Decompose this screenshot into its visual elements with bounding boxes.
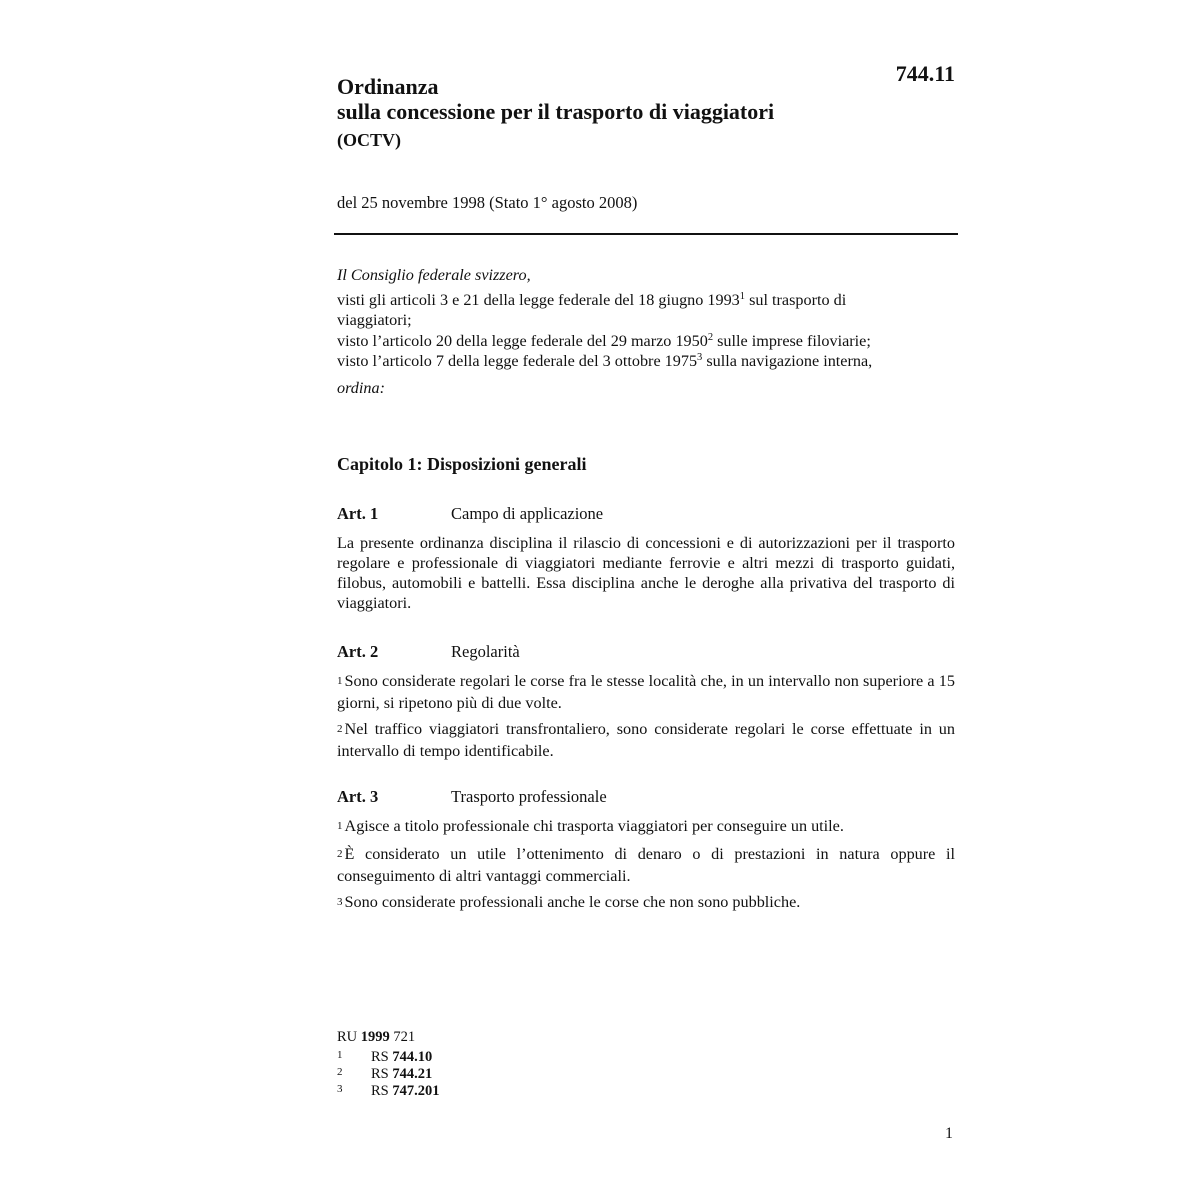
footnote-ref-1[interactable]: 1 — [739, 291, 746, 302]
footnote-link[interactable]: 747.201 — [392, 1083, 440, 1099]
article-title: Trasporto professionale — [451, 787, 607, 806]
footnote-link[interactable]: 744.21 — [392, 1066, 433, 1082]
paragraph-text: La presente ordinanza disciplina il rilascio di concessioni e di autorizzazioni per il trasporto regolare e professionale di viaggiatori mediante ferrovie e altri mezzi di trasporto guidati, filobus, automobili e battelli. Essa disciplina anche le deroghe alla privativa del trasporto di viaggiatori. — [337, 534, 955, 612]
article-2-heading — [337, 642, 520, 662]
article-1-paragraph — [337, 533, 955, 613]
footnote-link[interactable]: 744.10 — [392, 1049, 433, 1065]
footnote-number: 2 — [337, 1066, 343, 1078]
page-number: 1 — [945, 1125, 953, 1142]
date-status: del 25 novembre 1998 (Stato 1° agosto 2008) — [337, 193, 638, 212]
preamble-line-2-text-end: sulle imprese filoviarie; — [713, 332, 871, 350]
paragraph-text: È considerato un utile l’ottenimento di denaro o di prestazioni in natura oppure il conseguimento di altri vantaggi commerciali. — [337, 845, 955, 885]
footnote-ref-2[interactable]: 2 — [707, 332, 714, 343]
document-number: 744.11 — [895, 61, 955, 86]
footnote-number: 1 — [337, 1049, 343, 1061]
abbreviation: (OCTV) — [337, 130, 401, 150]
article-3-heading — [337, 787, 607, 807]
paragraph-number: 2 — [337, 723, 343, 735]
paragraph-text: Nel traffico viaggiatori transfrontaliero, sono considerate regolari le corse effettuate in un intervallo di tempo identificabile. — [337, 720, 955, 760]
preamble-line-1 — [337, 290, 907, 330]
article-title: Campo di applicazione — [451, 504, 604, 523]
paragraph-number: 1 — [337, 675, 343, 687]
official-compilation-ref — [337, 1029, 415, 1045]
paragraph-number: 3 — [337, 896, 343, 908]
paragraph-text: Agisce a titolo professionale chi trasporta viaggiatori per conseguire un utile. — [344, 817, 844, 835]
article-2-paragraph-2 — [337, 719, 955, 761]
footnote-prefix: RS — [371, 1083, 389, 1099]
article-number: Art. 3 — [337, 787, 379, 806]
preamble-line-1-text-end: sul trasporto di viaggiatori; — [337, 291, 847, 329]
article-3-paragraph-1 — [337, 816, 955, 838]
preamble-ordina: ordina: — [337, 379, 385, 397]
preamble-line-2-text: visto l’articolo 20 della legge federale del 29 marzo 1950 — [337, 332, 708, 350]
preamble-line-1-text: visti gli articoli 3 e 21 della legge federale del 18 giugno 1993 — [337, 291, 740, 309]
preamble-line-3-text: visto l’articolo 7 della legge federale del 3 ottobre 1975 — [337, 352, 698, 370]
footnote-ref-3[interactable]: 3 — [697, 352, 703, 363]
article-number: Art. 2 — [337, 642, 379, 661]
article-number: Art. 1 — [337, 504, 379, 523]
footnote-item — [337, 1083, 440, 1100]
article-2-paragraph-1 — [337, 671, 955, 713]
header-divider — [334, 233, 958, 235]
footnote-number: 3 — [337, 1083, 343, 1095]
preamble-line-2 — [337, 331, 955, 351]
title-line-2: sulla concessione per il trasporto di viaggiatori — [337, 99, 775, 124]
ru-year: 1999 — [360, 1029, 390, 1045]
article-1-heading — [337, 504, 603, 524]
article-3-paragraph-2 — [337, 844, 955, 886]
paragraph-number: 2 — [337, 848, 343, 860]
paragraph-number: 1 — [337, 820, 343, 832]
chapter-title: Capitolo 1: Disposizioni generali — [337, 454, 587, 474]
article-title: Regolarità — [451, 642, 520, 661]
preamble-authority: Il Consiglio federale svizzero, — [337, 266, 531, 284]
paragraph-text: Sono considerate regolari le corse fra le stesse località che, in un intervallo non superiore a 15 giorni, si ripetono più di due volte. — [337, 672, 955, 712]
paragraph-text: Sono considerate professionali anche le corse che non sono pubbliche. — [344, 893, 801, 911]
footnotes — [337, 1049, 440, 1100]
footnote-prefix: RS — [371, 1066, 389, 1082]
ru-prefix: RU — [337, 1029, 358, 1045]
article-3-paragraph-3 — [337, 892, 955, 914]
title-line-1: Ordinanza — [337, 74, 439, 99]
ru-page: 721 — [393, 1029, 416, 1045]
preamble-line-3-text-end: sulla navigazione interna, — [702, 352, 873, 370]
footnote-prefix: RS — [371, 1049, 389, 1065]
preamble-line-3 — [337, 351, 955, 371]
